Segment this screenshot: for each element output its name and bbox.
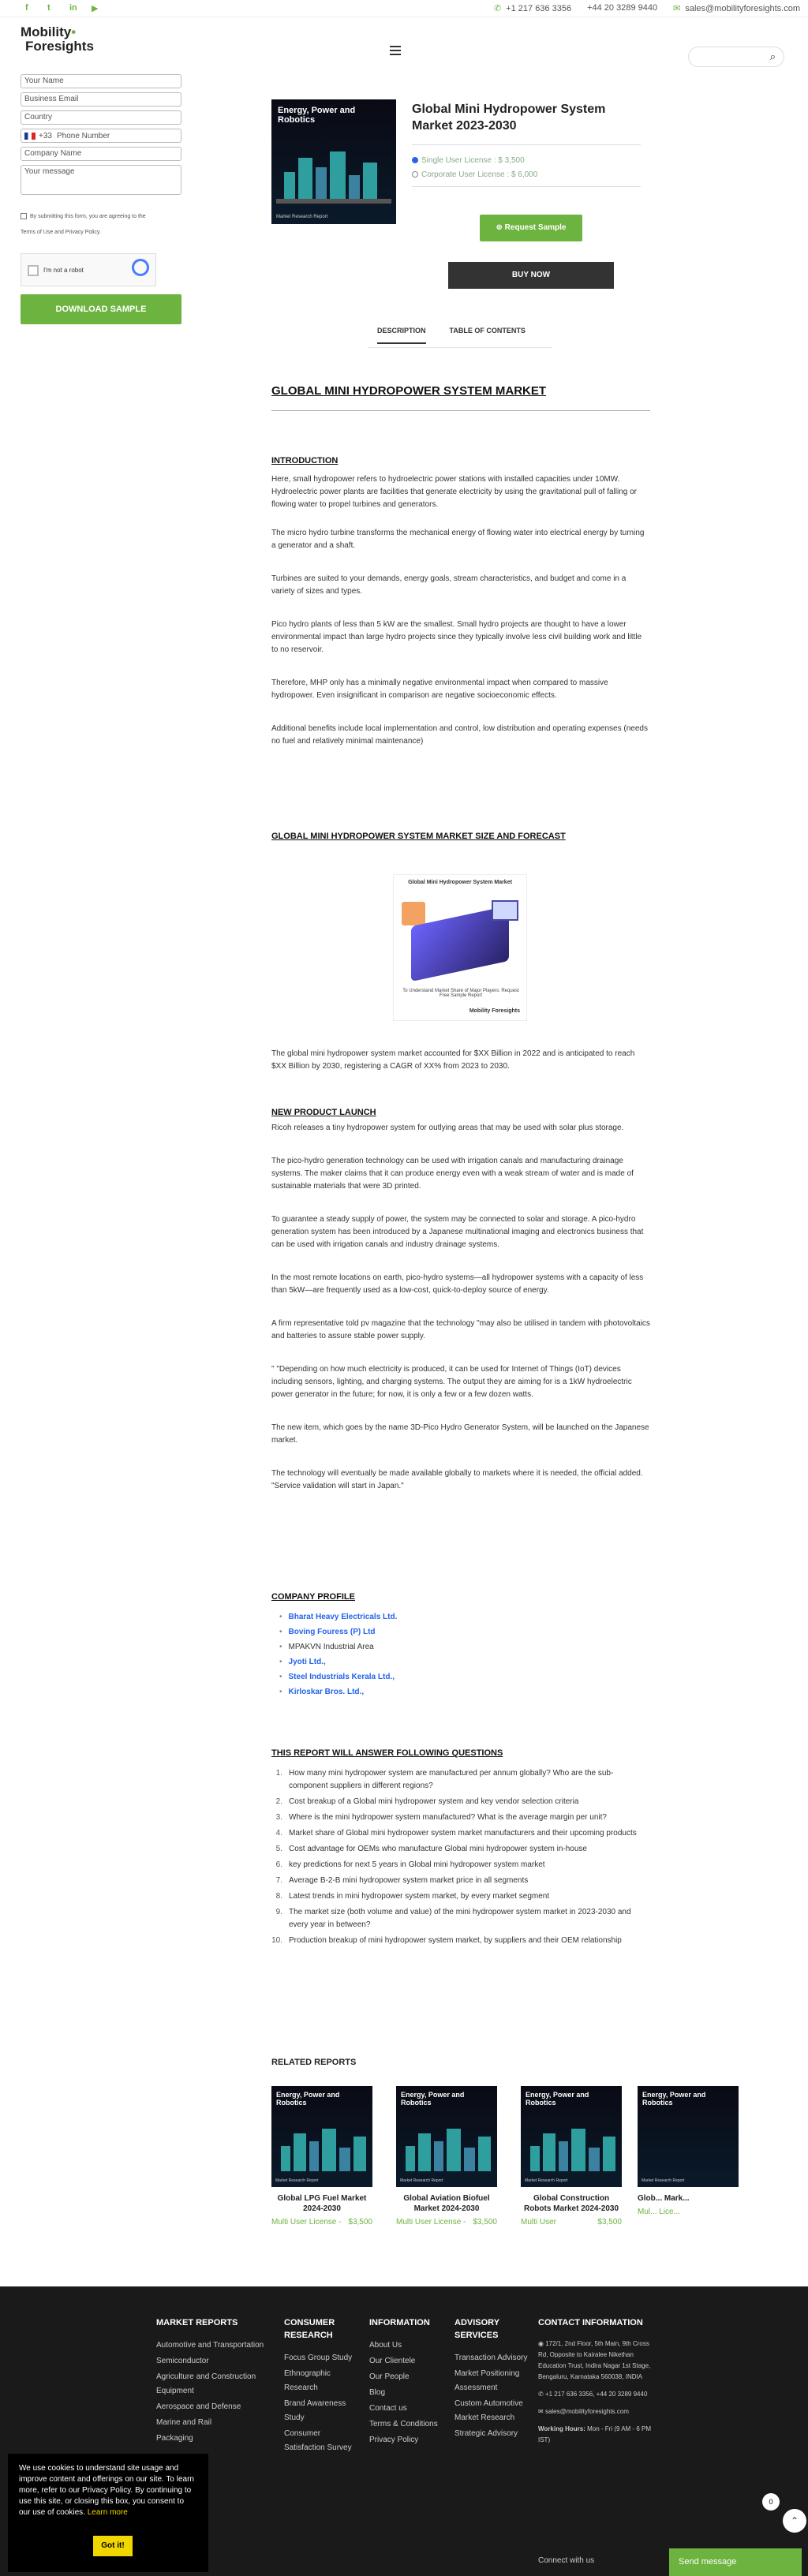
list-item[interactable] [271, 1654, 650, 1669]
footer-link[interactable]: Brand Awareness Study [284, 2399, 346, 2422]
footer-link[interactable]: Strategic Advisory [454, 2429, 518, 2438]
tab-table-of-contents[interactable]: TABLE OF CONTENTS [449, 327, 526, 335]
top-bar [0, 0, 808, 17]
footer-col-reports: MARKET REPORTS Automotive and Transportation Semiconductor Agriculture and Construction Equipment Aerospace and Defense Marine and Rail Packaging [156, 2316, 267, 2447]
paragraph: The technology will eventually be made available globally to markets where it is needed, the official added. "Service validation will start in Japan." [271, 1469, 643, 1490]
recaptcha-logo-icon [132, 259, 149, 276]
paragraph: The pico-hydro generation technology can be used with irrigation canals and manufacturing drainage systems. The maker claims that it can produce energy even with a weak stream of water and is made of sustainable materials that were 3D printed. [271, 1157, 634, 1191]
paragraph: A firm representative told pv magazine that the technology "may also be utilised in tandem with photovoltaics and batteries to assure stable power supply. [271, 1319, 650, 1340]
facebook-icon[interactable]: f [25, 3, 28, 13]
phone-field[interactable] [21, 129, 181, 143]
send-message-button[interactable]: Send message [669, 2548, 802, 2576]
paragraph: The micro hydro turbine transforms the mechanical energy of flowing water into electrical energy by turning a generator and a shaft. [271, 529, 645, 550]
footer-link[interactable]: About Us [369, 2341, 402, 2350]
related-title[interactable]: Glob... Mark... [638, 2194, 690, 2203]
related-cover[interactable]: Energy, Power and Robotics Market Research Report [521, 2086, 622, 2187]
size-paragraph: The global mini hydropower system market accounted for $XX Billion in 2022 and is anticipated to reach $XX Billion by 2030, registering a CAGR of XX% from 2023 to 2030. [271, 1049, 635, 1071]
footer-link[interactable]: Privacy Policy [369, 2436, 419, 2444]
market-infographic [393, 874, 527, 1021]
radio-selected-icon[interactable] [412, 157, 418, 163]
site-header [0, 17, 808, 71]
company-link[interactable]: Boving Fouress (P) Ltd [288, 1628, 376, 1636]
paragraph: Pico hydro plants of less than 5 kW are the smallest. Small hydro projects are thought to have a lower environmental impact than large hydro projects since they typically involve less civil building work and little to no reservoir. [271, 620, 642, 654]
company-link[interactable]: Bharat Heavy Electricals Ltd. [288, 1613, 398, 1621]
questions-list [271, 1767, 650, 1947]
footer-col-contact: CONTACT INFORMATION ◉ 172/1, 2nd Floor, 5th Main, 9th Cross Rd, Opposite to Kairalee Nikethan Education Trust, Indira Nagar 1st Stage, Bengaluru, Karnataka 560038, INDIA ✆ +1 217 636 3356, +44 20 3289 9440 ✉ sales@mobilityforesights.com Working Hours: Mon - Fri (9 AM - 6 PM IST) [538, 2316, 652, 2447]
phone-icon: ✆ [493, 4, 502, 13]
footer-email[interactable]: ✉ sales@mobilityforesights.com [538, 2408, 629, 2415]
list-item: 5. Cost advantage for OEMs who manufacture Global mini hydropower system in-house [275, 1845, 587, 1853]
report-cover [271, 99, 396, 224]
footer-link[interactable]: Semiconductor [156, 2357, 209, 2365]
questions-heading: THIS REPORT WILL ANSWER FOLLOWING QUESTIONS [271, 1748, 503, 1758]
cover-footer: Market Research Report [276, 215, 328, 219]
company-section [271, 1591, 650, 1699]
recaptcha-checkbox[interactable] [28, 265, 39, 276]
article-title: GLOBAL MINI HYDROPOWER SYSTEM MARKET [271, 384, 547, 398]
radio-icon[interactable] [412, 171, 418, 178]
top-contact [494, 3, 800, 13]
download-sample-button[interactable]: DOWNLOAD SAMPLE [21, 294, 181, 324]
paragraph: In the most remote locations on earth, pico-hydro systems—all hydropower systems with a capacity of less than 5kW—are frequently used as a low-cost, quick-to-deploy source of energy. [271, 1273, 644, 1295]
request-sample-button[interactable]: ⊕ Request Sample [480, 215, 582, 241]
chart-illustration-icon [402, 902, 425, 925]
got-it-button[interactable]: Got it! [93, 2536, 133, 2556]
terms-checkbox[interactable] [21, 213, 27, 219]
name-field[interactable]: Your Name [21, 74, 181, 88]
footer-link[interactable]: Aerospace and Defense [156, 2402, 241, 2411]
questions-section [271, 1747, 650, 1950]
paragraph: Therefore, MHP only has a minimally negative environmental impact when compared to massive hydropower. Even insignificant in comparison are negative socioeconomic effects. [271, 679, 608, 700]
size-heading: GLOBAL MINI HYDROPOWER SYSTEM MARKET SIZE AND FORECAST [271, 832, 566, 841]
report-tabs [377, 327, 526, 344]
menu-icon[interactable] [390, 46, 401, 58]
infographic-title: Global Mini Hydropower System Market [408, 880, 512, 885]
top-phone-1[interactable]: ✆ +1 217 636 3356 [493, 4, 572, 13]
monitor-illustration-icon [492, 900, 518, 921]
related-cover[interactable]: Energy, Power and Robotics Market Research Report [638, 2086, 739, 2187]
paragraph: The new item, which goes by the name 3D-Pico Hydro Generator System, will be launched on the Japanese market. [271, 1423, 649, 1445]
launch-section [271, 1106, 650, 1493]
message-field[interactable]: Your message [21, 165, 181, 195]
paragraph: Turbines are suited to your demands, energy goals, stream characteristics, and budget and come in a variety of sizes and types. [271, 574, 627, 596]
scroll-top-icon[interactable]: ⌃ [783, 2509, 806, 2533]
sample-request-form [21, 74, 181, 324]
location-icon: ◉ [538, 2340, 546, 2347]
top-phone-2[interactable]: +44 20 3289 9440 [587, 3, 658, 13]
footer-col-advisory: ADVISORY SERVICES Transaction Advisory Market Positioning Assessment Custom Automotive Market Research Strategic Advisory [454, 2316, 530, 2443]
intro-section [271, 454, 650, 748]
tab-description[interactable]: DESCRIPTION [377, 327, 426, 344]
youtube-icon[interactable]: ▶ [92, 4, 99, 13]
cover-title: Energy, Power and Robotics [278, 106, 356, 125]
france-flag-icon[interactable] [24, 133, 36, 140]
list-item[interactable] [271, 1684, 650, 1699]
company-link[interactable]: Jyoti Ltd., [288, 1658, 326, 1666]
product-title: Global Mini Hydropower System Market 2023-2030 [412, 103, 606, 133]
footer-link[interactable]: Our People [369, 2372, 410, 2381]
infographic-caption: To Understand Market Share of Major Players: Request Free Sample Report [402, 989, 519, 998]
cookie-banner [8, 2454, 208, 2572]
launch-heading: NEW PRODUCT LAUNCH [271, 1108, 376, 1117]
twitter-icon[interactable]: t [47, 3, 50, 13]
related-cover[interactable]: Energy, Power and Robotics Market Research Report [271, 2086, 372, 2187]
logo[interactable]: Mobility• Foresights [21, 24, 94, 54]
search-icon[interactable]: ⌕ [769, 50, 776, 62]
related-title[interactable]: Global LPG Fuel Market 2024-2030 [277, 2194, 367, 2213]
list-item: 6. key predictions for next 5 years in Global mini hydropower system market [275, 1860, 545, 1869]
infographic-logo: Mobility Foresights [469, 1008, 520, 1014]
company-link[interactable]: Kirloskar Bros. Ltd., [288, 1688, 365, 1696]
list-item: 3. Where is the mini hydropower system manufactured? What is the average margin per unit? [275, 1813, 607, 1822]
footer-link[interactable]: Custom Automotive Market Research [454, 2399, 523, 2422]
footer-hours: Working Hours: Mon - Fri (9 AM - 6 PM IST) [538, 2425, 651, 2443]
top-email[interactable]: ✉ sales@mobilityforesights.com [673, 4, 800, 13]
country-field[interactable]: Country [21, 110, 181, 125]
footer-link[interactable]: Terms & Conditions [369, 2420, 438, 2428]
buy-now-button[interactable]: BUY NOW [448, 262, 614, 289]
phone-code[interactable]: +33 [39, 131, 52, 140]
related-title[interactable]: Global Construction Robots Market 2024-2030 [523, 2194, 619, 2213]
paragraph: To guarantee a steady supply of power, the system may be connected to solar and storage. A pico-hydro generation system has been introduced by a Japanese multinational imaging and electronics business that can be used with irrigation canals and industry drainage systems. [271, 1215, 644, 1249]
cookie-text: We use cookies to understand site usage and improve content and offerings on our site. To learn more, refer to our Privacy Policy. By continuing to use this site, or closing this box, you consent to our use of cookies. [19, 2464, 194, 2517]
footer-link[interactable]: Market Positioning Assessment [454, 2369, 520, 2392]
related-carousel [271, 2086, 706, 2244]
footer-link[interactable]: Blog [369, 2388, 386, 2397]
related-title[interactable]: Global Aviation Biofuel Market 2024-2030 [403, 2194, 490, 2213]
footer-phones[interactable]: ✆ +1 217 636 3356, +44 20 3289 9440 [538, 2391, 648, 2398]
footer-link[interactable]: Packaging [156, 2434, 193, 2443]
related-heading: RELATED REPORTS [271, 2058, 357, 2067]
phone-placeholder: Phone Number [56, 131, 110, 140]
list-item: 8. Latest trends in mini hydropower system market, by every market segment [275, 1892, 550, 1901]
single-license-option[interactable]: Single User License : $ 3,500 [412, 156, 525, 165]
related-card[interactable]: Energy, Power and Robotics Market Research Report Global Aviation Biofuel Market 2024-2030 Multi User License - $3,500 [396, 2086, 507, 2228]
related-card[interactable]: Energy, Power and Robotics Market Research Report Glob... Mark... Mul... Lice... [638, 2086, 748, 2218]
paragraph: Ricoh releases a tiny hydropower system for outlying areas that may be used with solar plus storage. [271, 1123, 624, 1132]
footer-link[interactable]: Transaction Advisory [454, 2354, 528, 2362]
footer-link[interactable]: Marine and Rail [156, 2418, 212, 2427]
related-card[interactable]: Energy, Power and Robotics Market Research Report Global Construction Robots Market 2024-2030 Multi User $3,500 [521, 2086, 631, 2228]
mail-icon: ✉ [538, 2408, 545, 2415]
search-input[interactable] [688, 47, 784, 67]
learn-more-link[interactable]: Learn more [87, 2508, 128, 2517]
list-item[interactable] [271, 1610, 650, 1624]
footer-link[interactable]: Automotive and Transportation [156, 2341, 264, 2350]
list-item: 7. Average B-2-B mini hydropower system market price in all segments [275, 1876, 529, 1885]
paragraph: Additional benefits include local implementation and control, low distribution and operating expenses (needs no fuel and relatively minimal maintenance) [271, 724, 648, 746]
list-item: 9. The market size (both volume and value) of the mini hydropower system market in 2023-2030 and every year in between? [275, 1908, 631, 1929]
terms-agreement: By submitting this form, you are agreeing to the Terms of Use and Privacy Policy. [21, 214, 146, 235]
footer-link[interactable]: Agriculture and Construction Equipment [156, 2372, 256, 2395]
mail-icon: ✉ [673, 4, 681, 13]
city-illustration [276, 148, 391, 204]
company-link[interactable]: Steel Industrials Kerala Ltd., [288, 1673, 395, 1681]
list-item[interactable] [271, 1669, 650, 1684]
corporate-license-option[interactable]: Corporate User License : $ 6,000 [412, 170, 537, 179]
footer-link[interactable]: Ethnographic Research [284, 2369, 331, 2392]
company-name: MPAKVN Industrial Area [288, 1643, 374, 1651]
related-cover[interactable]: Energy, Power and Robotics Market Research Report [396, 2086, 497, 2187]
company-field[interactable]: Company Name [21, 147, 181, 161]
company-heading: COMPANY PROFILE [271, 1592, 355, 1602]
list-item: 4. Market share of Global mini hydropower system market manufacturers and their upcoming products [275, 1829, 637, 1838]
intro-heading: INTRODUCTION [271, 456, 339, 465]
linkedin-icon[interactable]: in [69, 3, 77, 13]
recaptcha [21, 253, 156, 286]
list-item: 10. Production breakup of mini hydropower system market, by suppliers and their OEM relationship [271, 1936, 622, 1945]
paragraph: " "Depending on how much electricity is produced, it can be used for Internet of Things (IoT) devices including sensors, lighting, and charging systems. The output they are aiming for is a 1kW hydroelectric power generator in the future; for now, it is only a few or a few dozen watts. [271, 1365, 632, 1399]
terms-link[interactable]: Terms of Use and Privacy Policy. [21, 230, 101, 235]
footer-link[interactable]: Our Clientele [369, 2357, 416, 2365]
list-item[interactable] [271, 1624, 650, 1639]
footer-link[interactable]: Contact us [369, 2404, 407, 2413]
phone-icon: ✆ [538, 2391, 545, 2398]
footer-col-info: INFORMATION About Us Our Clientele Our People Blog Contact us Terms & Conditions Privacy Policy [369, 2316, 440, 2449]
footer-address: ◉ 172/1, 2nd Floor, 5th Main, 9th Cross Rd, Opposite to Kairalee Nikethan Education Trust, Indira Nagar 1st Stage, Bengaluru, Karnataka 560038, INDIA [538, 2340, 651, 2380]
recaptcha-label: I'm not a robot [43, 267, 84, 274]
list-item: 1. How many mini hydropower system are manufactured per annum globally? Who are the sub-component suppliers in different regions? [275, 1769, 614, 1790]
email-field[interactable]: Business Email [21, 92, 181, 107]
footer-link[interactable]: Focus Group Study [284, 2354, 353, 2362]
related-card[interactable]: Energy, Power and Robotics Market Research Report Global LPG Fuel Market 2024-2030 Multi User License - $3,500 [271, 2086, 382, 2228]
footer-col-consumer: CONSUMER RESEARCH Focus Group Study Ethnographic Research Brand Awareness Study Consumer Satisfaction Survey [284, 2316, 357, 2457]
list-item: 2. Cost breakup of a Global mini hydropower system and key vendor selection criteria [275, 1797, 579, 1806]
social-links [25, 3, 101, 13]
list-item [271, 1639, 650, 1654]
footer-link[interactable]: Consumer Satisfaction Survey [284, 2429, 352, 2452]
company-list [271, 1610, 650, 1699]
notification-badge[interactable]: 0 [762, 2493, 780, 2511]
connect-with-us: Connect with us [538, 2556, 595, 2565]
paragraph: Here, small hydropower refers to hydroelectric power stations with installed capacities under 10MW. Hydroelectric power plants are facilities that generate electricity by using the gravitational pull of falling or flowing water to propel turbines and generators. [271, 475, 638, 509]
